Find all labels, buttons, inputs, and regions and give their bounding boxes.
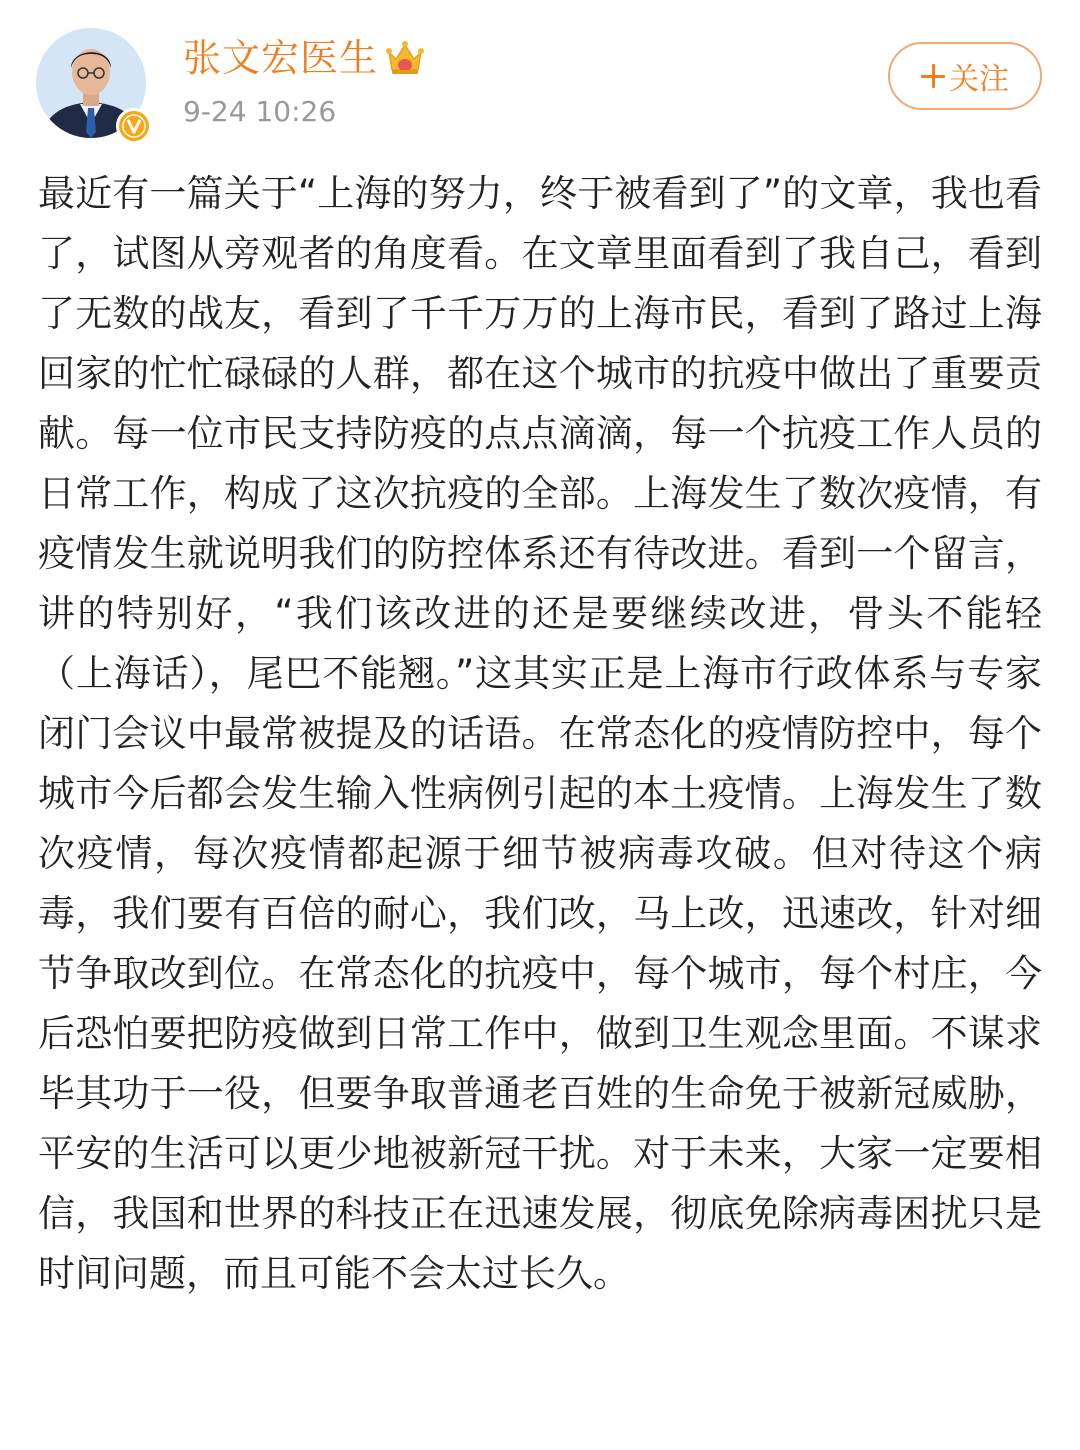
- post-header: [0, 0, 1080, 150]
- vip-crown-icon[interactable]: [384, 38, 426, 78]
- verified-v-icon: [116, 108, 152, 144]
- author-avatar-wrap[interactable]: [36, 28, 148, 140]
- plus-icon: [921, 64, 945, 88]
- follow-button[interactable]: [888, 42, 1042, 110]
- post-time: 9-24 10:26: [183, 95, 337, 128]
- author-name[interactable]: 张文宏医生: [183, 36, 379, 80]
- post-text: 最近有一篇关于“上海的努力，终于被看到了”的文章，我也看了，试图从旁观者的角度看。在文章里面看到了我自己，看到了无数的战友，看到了千千万万的上海市民，看到了路过上海回家的忙忙碌碌的人群，都在这个城市的抗疫中做出了重要贡献。每一位市民支持防疫的点点滴滴，每一个抗疫工作人员的日常工作，构成了这次抗疫的全部。上海发生了数次疫情，有疫情发生就说明我们的防控体系还有待改进。看到一个留言，讲的特别好，“我们该改进的还是要继续改进，骨头不能轻（上海话），尾巴不能翘。”这其实正是上海市行政体系与专家闭门会议中最常被提及的话语。在常态化的疫情防控中，每个城市今后都会发生输入性病例引起的本土疫情。上海发生了数次疫情，每次疫情都起源于细节被病毒攻破。但对待这个病毒，我们要有百倍的耐心，我们改，马上改，迅速改，针对细节争取改到位。在常态化的抗疫中，每个城市，每个村庄，今后恐怕要把防疫做到日常工作中，做到卫生观念里面。不谋求毕其功于一役，但要争取普通老百姓的生命免于被新冠威胁，平安的生活可以更少地被新冠干扰。对于未来，大家一定要相信，我国和世界的科技正在迅速发展，彻底免除病毒困扰只是时间问题，而且可能不会太过长久。: [38, 172, 1042, 1295]
- follow-button-label: 关注: [949, 62, 1009, 97]
